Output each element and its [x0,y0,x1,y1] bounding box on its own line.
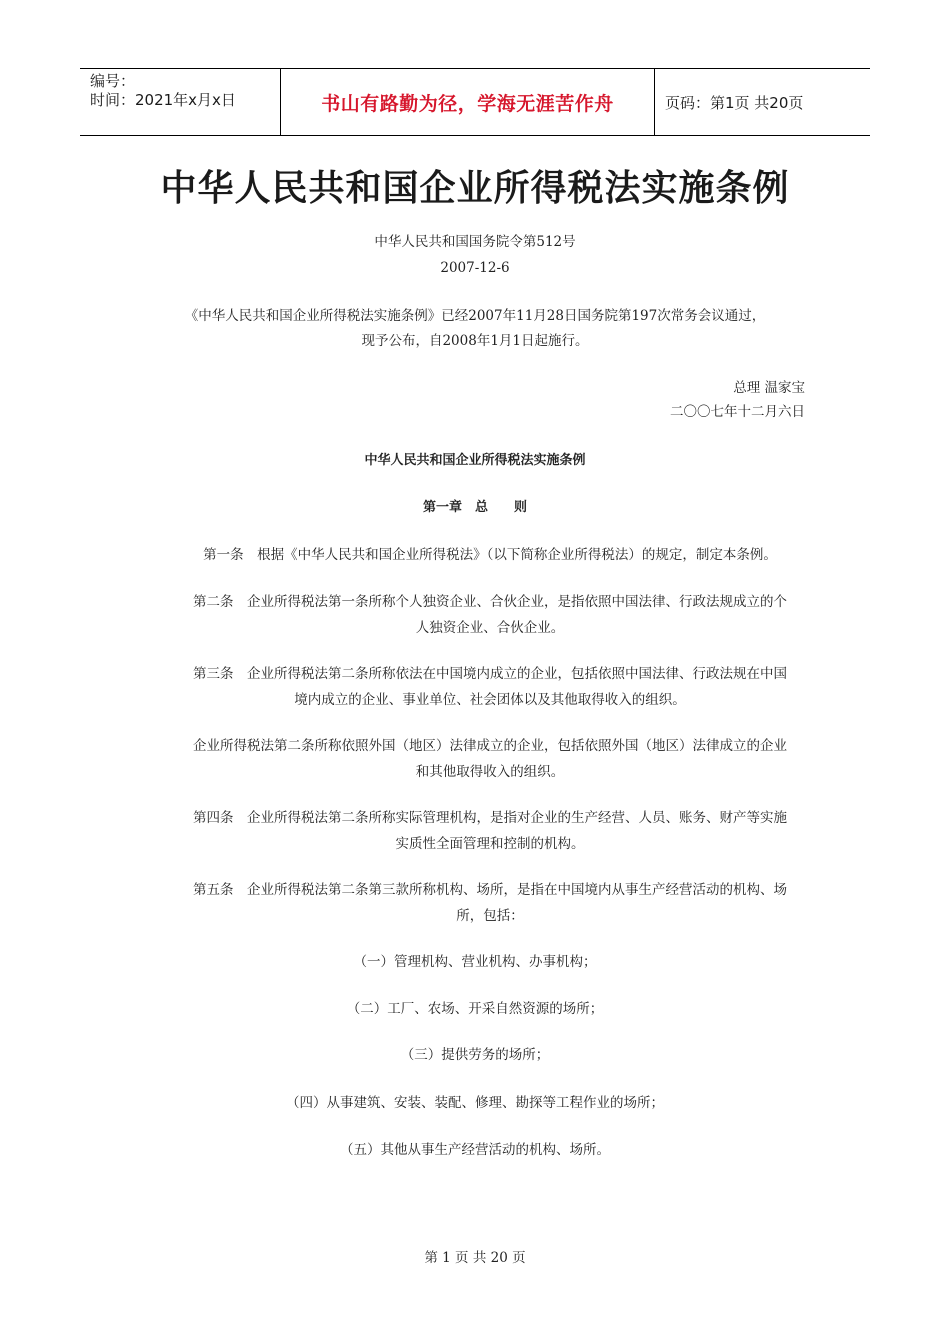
header-table [80,68,870,136]
article-2 [170,589,810,641]
regulation-subtitle: 中华人民共和国企业所得税法实施条例 [364,453,586,468]
page-footer: 第 1 页 共 20 页 [424,1250,526,1266]
document-title: 中华人民共和国企业所得税法实施条例 [160,168,790,209]
list-item: （五）其他从事生产经营活动的机构、场所。 [340,1142,610,1158]
chapter-heading: 第一章 总 则 [422,500,527,515]
list-item: （四）从事建筑、安装、装配、修理、勘探等工程作业的场所； [286,1095,664,1111]
list-item: （一）管理机构、营业机构、办事机构； [353,954,597,970]
sign-date: 二〇〇七年十二月六日 [670,404,805,420]
decree-number: 中华人民共和国国务院令第512号 [374,234,576,250]
page-info: 页码：第1页 共20页 [665,93,804,112]
article-line: 境内成立的企业、事业单位、社会团体以及其他取得收入的组织。 [294,692,686,708]
article-5 [170,877,810,929]
article-4 [170,805,810,857]
article-line: 第一条 根据《中华人民共和国企业所得税法》（以下简称企业所得税法）的规定，制定本条例。 [203,547,777,563]
list-item: （二）工厂、农场、开采自然资源的场所； [346,1001,604,1017]
decree-date: 2007-12-6 [440,260,510,276]
signer: 总理 温家宝 [733,380,805,396]
list-item: （三）提供劳务的场所； [400,1047,550,1063]
article-line: 和其他取得收入的组织。 [415,764,565,780]
preamble-line-2: 现予公布，自2008年1月1日起施行。 [361,333,589,349]
header-page-cell [655,69,870,135]
article-line: 第四条 企业所得税法第二条所称实际管理机构，是指对企业的生产经营、人员、账务、财产等实施 [193,810,787,826]
article-3 [170,661,810,713]
article-3-para-2 [170,733,810,785]
article-line: 第三条 企业所得税法第二条所称依法在中国境内成立的企业，包括依照中国法律、行政法规在中国 [193,666,787,682]
motto-text: 书山有路勤为径，学海无涯苦作舟 [321,92,614,115]
article-1 [170,542,810,568]
time-label: 时间：2021年x月x日 [90,91,236,109]
header-meta-cell [80,69,281,135]
article-line: 实质性全面管理和控制的机构。 [395,836,585,852]
article-line: 所，包括： [456,908,524,924]
article-line: 第二条 企业所得税法第一条所称个人独资企业、合伙企业，是指依照中国法律、行政法规成立的个 [193,594,787,610]
article-line: 企业所得税法第二条所称依照外国（地区）法律成立的企业，包括依照外国（地区）法律成立的企业 [193,738,787,754]
article-line: 第五条 企业所得税法第二条第三款所称机构、场所，是指在中国境内从事生产经营活动的机构、场 [193,882,787,898]
number-label: 编号： [90,72,136,90]
article-line: 人独资企业、合伙企业。 [415,620,565,636]
preamble-line-1: 《中华人民共和国企业所得税法实施条例》已经2007年11月28日国务院第197次常务会议通过， [184,308,766,324]
header-motto-cell [281,69,655,135]
